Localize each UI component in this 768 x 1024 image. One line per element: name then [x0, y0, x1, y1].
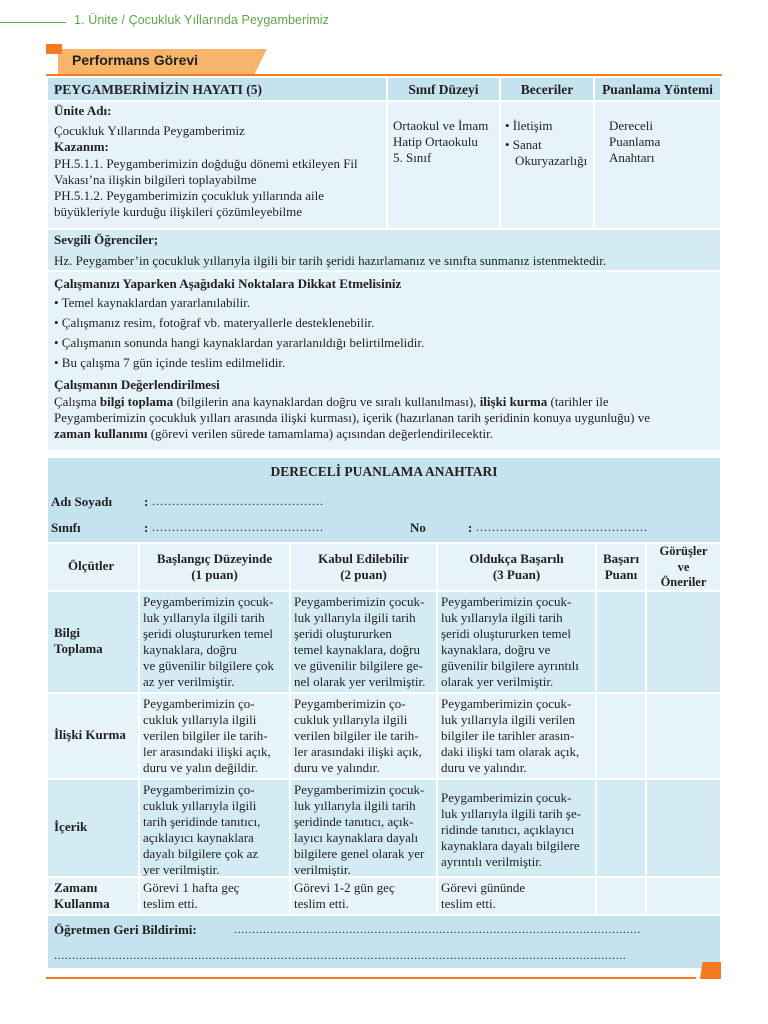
note-item: • Temel kaynaklardan yararlanılabilir.: [54, 295, 251, 310]
score-cell[interactable]: [597, 694, 645, 778]
cell-line: layıcı kaynaklara dayalı: [294, 830, 419, 845]
score-cell[interactable]: [597, 878, 645, 914]
rubric-col-criteria: Ölçütler: [48, 544, 138, 590]
eval-text: Çalışma: [54, 394, 100, 409]
breadcrumb: 1. Ünite / Çocukluk Yıllarında Peygamberimiz: [74, 13, 329, 27]
skill-item: • Sanat: [505, 137, 542, 152]
col-header-line: Öneriler: [660, 575, 707, 589]
cell-line: ve güvenilir bilgilere ge-: [294, 658, 423, 673]
cell-line: Peygamberimizin çocuk-: [143, 594, 274, 609]
col-header-line: (3 Puan): [492, 567, 541, 582]
cell-line: Peygamberimizin çocuk-: [441, 696, 572, 711]
cell-line: luk yıllarıyla ilgili verilen: [441, 712, 575, 727]
note-item: • Çalışmanız resim, fotoğraf vb. materyallerle desteklenebilir.: [54, 315, 375, 330]
cell-line: daki ilişki tam olarak açık,: [441, 744, 580, 759]
cell-line: güvenilir bilgilere ayrıntılı: [441, 658, 579, 673]
cell-line: Görevi 1 hafta geç: [143, 880, 240, 895]
cell-line: şeridi oluştururken: [294, 626, 392, 641]
name-field[interactable]: ...........................................: [152, 494, 324, 508]
note-item: • Çalışmanın sonunda hangi kaynaklardan yararlanıldığı belirtilmelidir.: [54, 335, 425, 350]
students-block: [48, 230, 720, 270]
cell-line: kaynaklara dayalı bilgilere: [441, 838, 580, 853]
students-title: Sevgili Öğrenciler;: [54, 232, 159, 247]
cell-line: teslim etti.: [294, 896, 349, 911]
method-line: Puanlama: [609, 134, 661, 149]
cell-line: luk yıllarıyla ilgili tarih: [294, 798, 416, 813]
class-label: Sınıfı: [51, 520, 81, 535]
class-field[interactable]: ...........................................: [152, 520, 324, 534]
no-label: No: [410, 520, 426, 535]
rubric-col-success: [438, 544, 595, 590]
skill-item-cont: Okuryazarlığı: [515, 153, 588, 168]
unit-value: Çocukluk Yıllarında Peygamberimiz: [54, 123, 245, 138]
rubric-col-comments: [647, 544, 720, 590]
rubric-title: DERECELİ PUANLAMA ANAHTARI: [270, 464, 498, 479]
section-tab: [46, 44, 226, 74]
rubric-col-score: [597, 544, 645, 590]
col-header-line: Kabul Edilebilir: [318, 551, 409, 566]
section-tab-accent: [46, 44, 62, 54]
eval-line: [54, 426, 720, 442]
header-rule: [0, 22, 66, 23]
rubric-cell: [438, 694, 595, 778]
info-unit-cell: [48, 102, 386, 228]
feedback-field-line[interactable]: .................................................................................................................: [234, 922, 641, 936]
col-header-line: (1 puan): [191, 567, 238, 582]
no-field[interactable]: ...........................................: [476, 520, 648, 534]
rubric-cell: [291, 592, 436, 692]
row-label-line: İçerik: [54, 819, 88, 834]
rubric-row-label: [48, 780, 138, 876]
gain-line: PH.5.1.1. Peygamberimizin doğduğu dönemi etkileyen Fil: [54, 156, 358, 171]
info-grade-cell: [388, 102, 499, 228]
eval-line: Peygamberimizin çocukluk yılları arasında ilişki kurması), içerik (hazırlanan tarih şeridinin konuya uygunluğu) ve: [54, 410, 651, 425]
grade-line: Hatip Ortaokulu: [393, 134, 478, 149]
cell-line: duru ve yalındır.: [294, 760, 380, 775]
info-skills-cell: [501, 102, 593, 228]
cell-line: Görevi gününde: [441, 880, 526, 895]
rubric-col-begin: [140, 544, 289, 590]
cell-line: şeridi oluştururken temel: [441, 626, 571, 641]
gain-line: büyükleriyle kurduğu ilişkileri çözümleyebilme: [54, 204, 303, 219]
cell-line: açıklayıcı kaynaklara: [143, 830, 254, 845]
cell-line: duru ve yalındır.: [441, 760, 527, 775]
name-colon: :: [144, 494, 149, 509]
comments-cell[interactable]: [647, 694, 720, 778]
cell-line: teslim etti.: [441, 896, 496, 911]
row-label-line: Zamanı: [54, 880, 98, 895]
col-header-line: Başlangıç Düzeyinde: [156, 551, 273, 566]
row-label-line: Toplama: [54, 641, 103, 656]
cell-line: Peygamberimizin ço-: [143, 782, 255, 797]
cell-line: ler arasındaki ilişki açık,: [143, 744, 271, 759]
rubric-cell: [140, 780, 289, 876]
cell-line: bilgiler ile tarihler arasın-: [441, 728, 575, 743]
gain-line: Vakası’na ilişkin bilgileri toplayabilme: [54, 172, 257, 187]
cell-line: ayrıntılı verilmiştir.: [441, 854, 543, 869]
info-col-title: PEYGAMBERİMİZİN HAYATI (5): [48, 78, 386, 100]
eval-title: Çalışmanın Değerlendirilmesi: [54, 377, 220, 392]
rubric-cell: [438, 780, 595, 876]
cell-line: luk yıllarıyla ilgili tarih: [294, 610, 416, 625]
rubric-cell: [140, 592, 289, 692]
name-label: Adı Soyadı: [51, 494, 113, 509]
cell-line: Peygamberimizin ço-: [294, 696, 406, 711]
rubric-cell: [438, 592, 595, 692]
cell-line: kaynaklara, doğru: [143, 642, 237, 657]
no-colon: :: [468, 520, 473, 535]
teacher-feedback-block: [48, 916, 720, 968]
unit-label: Ünite Adı:: [54, 103, 112, 118]
rubric-cell: [140, 694, 289, 778]
col-header-line: (2 puan): [340, 567, 387, 582]
cell-line: tarih şeridinde tanıtıcı,: [143, 814, 261, 829]
rubric-cell: [291, 694, 436, 778]
cell-line: ridinde tanıtıcı, açıklayıcı: [441, 822, 575, 837]
feedback-field-line[interactable]: ...............................................................................................................................................................: [54, 948, 627, 962]
eval-bold: bilgi toplama: [99, 394, 174, 409]
cell-line: şeridinde tanıtıcı, açık-: [294, 814, 414, 829]
eval-text: (bilgilerin ana kaynaklardan doğru ve sıralı kullanılması),: [173, 394, 480, 409]
rubric-cell: [291, 878, 436, 914]
eval-text: (tarihler ile: [547, 394, 609, 409]
col-header-line: ve: [677, 559, 690, 574]
score-cell[interactable]: [597, 592, 645, 692]
cell-line: şeridi oluştururken temel: [143, 626, 273, 641]
orange-bottom-rule: [46, 977, 696, 979]
eval-line: [54, 394, 720, 410]
grade-line: 5. Sınıf: [393, 150, 432, 165]
rubric-cell: [140, 878, 289, 914]
row-label-line: Bilgi: [54, 625, 81, 640]
cell-line: bilgilere genel olarak yer: [294, 846, 425, 861]
cell-line: cukluk yıllarıyla ilgili: [143, 712, 257, 727]
class-colon: :: [144, 520, 149, 535]
rubric-col-accept: [291, 544, 436, 590]
col-header-line: Görüşler: [659, 544, 708, 558]
cell-line: luk yıllarıyla ilgili tarih: [441, 610, 563, 625]
info-col-method: Puanlama Yöntemi: [595, 78, 720, 100]
cell-line: az yer verilmiştir.: [143, 674, 235, 689]
feedback-label: Öğretmen Geri Bildirimi:: [54, 922, 197, 937]
row-label-line: İlişki Kurma: [54, 727, 126, 742]
eval-bold: ilişki kurma: [479, 394, 548, 409]
rubric-row-label: [48, 592, 138, 692]
cell-line: dayalı bilgilere çok az: [143, 846, 259, 861]
cell-line: luk yıllarıyla ilgili tarih: [143, 610, 265, 625]
gain-label: Kazanım:: [54, 139, 109, 154]
cell-line: Peygamberimizin ço-: [143, 696, 255, 711]
info-method-cell: [595, 102, 720, 228]
rubric-cell: [438, 878, 595, 914]
comments-cell[interactable]: [647, 878, 720, 914]
cell-line: luk yıllarıyla ilgili tarih şe-: [441, 806, 582, 821]
cell-line: ve güvenilir bilgilere çok: [143, 658, 275, 673]
eval-bold: zaman kullanımı: [54, 426, 148, 441]
comments-cell[interactable]: [647, 592, 720, 692]
rubric-row-label: [48, 694, 138, 778]
comments-cell[interactable]: [647, 780, 720, 876]
row-label-line: Kullanma: [54, 896, 110, 911]
cell-line: verilmiştir.: [294, 862, 351, 876]
note-item: • Bu çalışma 7 gün içinde teslim edilmelidir.: [54, 355, 286, 370]
cell-line: temel kaynaklara, doğru: [294, 642, 420, 657]
cell-line: verilen bilgiler ile tarih-: [294, 728, 419, 743]
cell-line: Görevi 1-2 gün geç: [294, 880, 395, 895]
gain-line: PH.5.1.2. Peygamberimizin çocukluk yıllarında aile: [54, 188, 325, 203]
method-line: Anahtarı: [609, 150, 655, 165]
notes-title: Çalışmanızı Yaparken Aşağıdaki Noktalara Dikkat Etmelisiniz: [54, 276, 402, 291]
orange-top-rule: [46, 74, 722, 76]
cell-line: Peygamberimizin çocuk-: [294, 594, 425, 609]
eval-text: (görevi verilen sürede tamamlama) açısından değerlendirilecektir.: [147, 426, 493, 441]
skill-item: • İletişim: [505, 118, 553, 133]
col-header-line: Puanı: [604, 567, 638, 582]
rubric-cell: [291, 780, 436, 876]
info-col-skills: Beceriler: [501, 78, 593, 100]
cell-line: Peygamberimizin çocuk-: [441, 594, 572, 609]
cell-line: yer verilmiştir.: [143, 862, 220, 876]
cell-line: nel olarak yer verilmiştir.: [294, 674, 426, 689]
rubric-header-block: [48, 458, 720, 542]
page-corner-accent: [700, 962, 721, 979]
col-header-line: Oldukça Başarılı: [469, 551, 564, 566]
cell-line: olarak yer verilmiştir.: [441, 674, 554, 689]
score-cell[interactable]: [597, 780, 645, 876]
col-header-line: Başarı: [602, 551, 640, 566]
cell-line: cukluk yıllarıyla ilgili: [294, 712, 408, 727]
cell-line: cukluk yıllarıyla ilgili: [143, 798, 257, 813]
info-col-grade: Sınıf Düzeyi: [388, 78, 499, 100]
notes-block: [48, 272, 720, 450]
cell-line: Peygamberimizin çocuk-: [441, 790, 572, 805]
method-line: Dereceli: [609, 118, 654, 133]
cell-line: Peygamberimizin çocuk-: [294, 782, 425, 797]
rubric-row-label: [48, 878, 138, 914]
cell-line: verilen bilgiler ile tarih-: [143, 728, 268, 743]
cell-line: kaynaklara, doğru ve: [441, 642, 551, 657]
cell-line: duru ve yalın değildir.: [143, 760, 258, 775]
students-text: Hz. Peygamber’in çocukluk yıllarıyla ilgili bir tarih şeridi hazırlamanız ve sınıfta sunmanız istenmektedir.: [54, 253, 607, 268]
cell-line: ler arasındaki ilişki açık,: [294, 744, 422, 759]
grade-line: Ortaokul ve İmam: [393, 118, 489, 133]
section-tab-label: Performans Görevi: [72, 52, 199, 68]
cell-line: teslim etti.: [143, 896, 198, 911]
